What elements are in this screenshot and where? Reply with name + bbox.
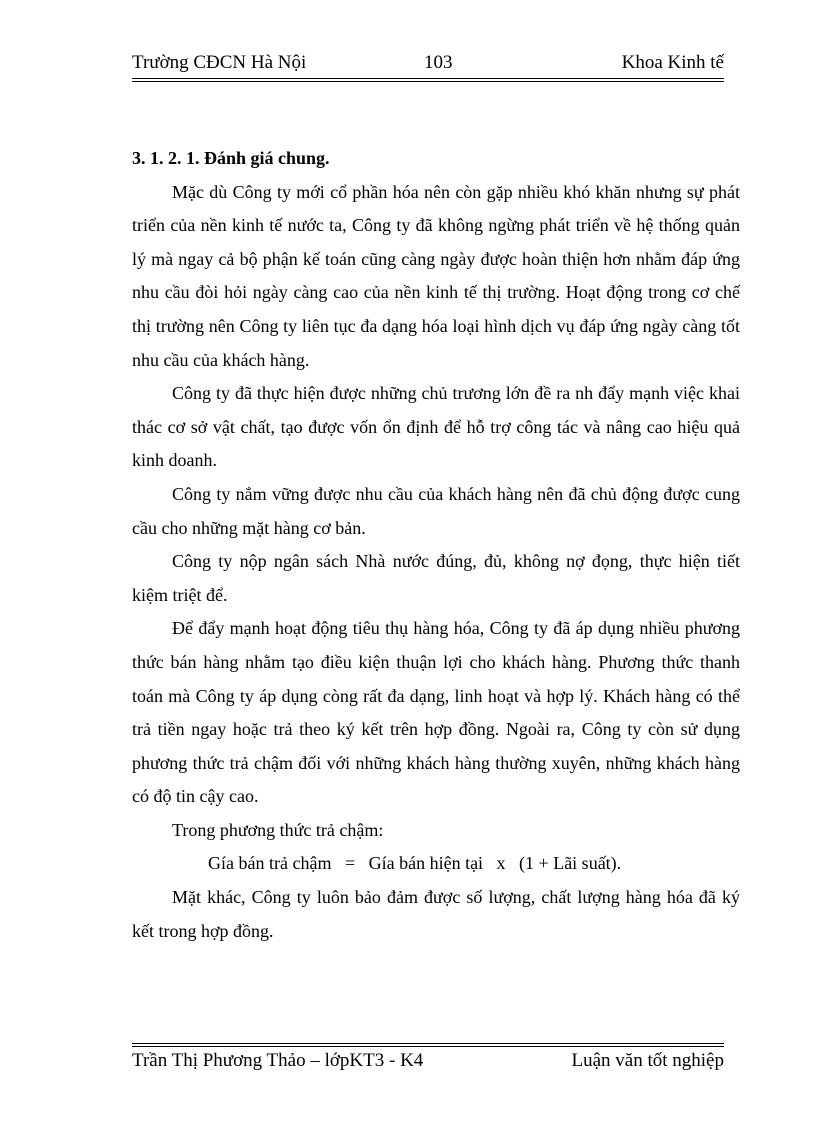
footer-author: Trần Thị Phương Thảo – lớpKT3 - K4 (132, 1050, 424, 1071)
pricing-formula: Gía bán trả chậm = Gía bán hiện tại x (1 + Lãi suất). (208, 853, 622, 874)
paragraph: Mặt khác, Công ty luôn bảo đảm được số lượng, chất lượng hàng hóa đã ký kết trong hợp đồng. (132, 887, 740, 941)
section-heading: 3. 1. 2. 1. Đánh giá chung. (132, 148, 330, 168)
document-body (132, 142, 740, 948)
paragraph: Công ty nắm vững được nhu cầu của khách hàng nên đã chủ động được cung cầu cho những mặt hàng cơ bản. (132, 483, 740, 538)
paragraph: Công ty đã thực hiện được những chủ trương lớn đề ra nh đẩy mạnh việc khai thác cơ sở vật chất, tạo được vốn ổn định để hỗ trợ công tác và nâng cao hiệu quả kinh doanh. (132, 383, 740, 471)
paragraph: Công ty nộp ngân sách Nhà nước đúng, đủ, không nợ đọng, thực hiện tiết kiệm triệt để. (132, 551, 740, 605)
page-header (132, 52, 724, 78)
paragraph: Mặc dù Công ty mới cổ phần hóa nên còn gặp nhiều khó khăn nhưng sự phát triển của nền kinh tế nước ta, Công ty đã không ngừng phát triển về hệ thống quản lý mà ngay cả bộ phận kế toán cũng càng ngày được hoàn thiện hơn nhằm đáp ứng nhu cầu đòi hỏi ngày càng cao của nền kinh tế thị trường. Hoạt động trong cơ chế thị trường nên Công ty liên tục đa dạng hóa loại hình dịch vụ đáp ứng ngày càng tốt nhu cầu của khách hàng. (132, 181, 740, 370)
header-divider (132, 78, 724, 82)
page-number: 103 (424, 52, 453, 73)
page-footer (132, 1050, 724, 1076)
header-faculty-name: Khoa Kinh tế (621, 52, 724, 73)
paragraph: Trong phương thức trả chậm: (172, 819, 384, 840)
footer-divider (132, 1043, 724, 1047)
footer-document-type: Luận văn tốt nghiệp (571, 1050, 724, 1071)
header-school-name: Trường CĐCN Hà Nội (132, 52, 307, 73)
paragraph: Để đẩy mạnh hoạt động tiêu thụ hàng hóa, Công ty đã áp dụng nhiều phương thức bán hàng nhằm tạo điều kiện thuận lợi cho khách hàng. Phương thức thanh toán mà Công ty áp dụng còng rất đa dạng, linh hoạt và hợp lý. Khách hàng có thể trả tiền ngay hoặc trả theo ký kết trên hợp đồng. Ngoài ra, Công ty còn sử dụng phương thức trả chậm đối với những khách hàng thường xuyên, những khách hàng có độ tin cậy cao. (132, 618, 740, 807)
